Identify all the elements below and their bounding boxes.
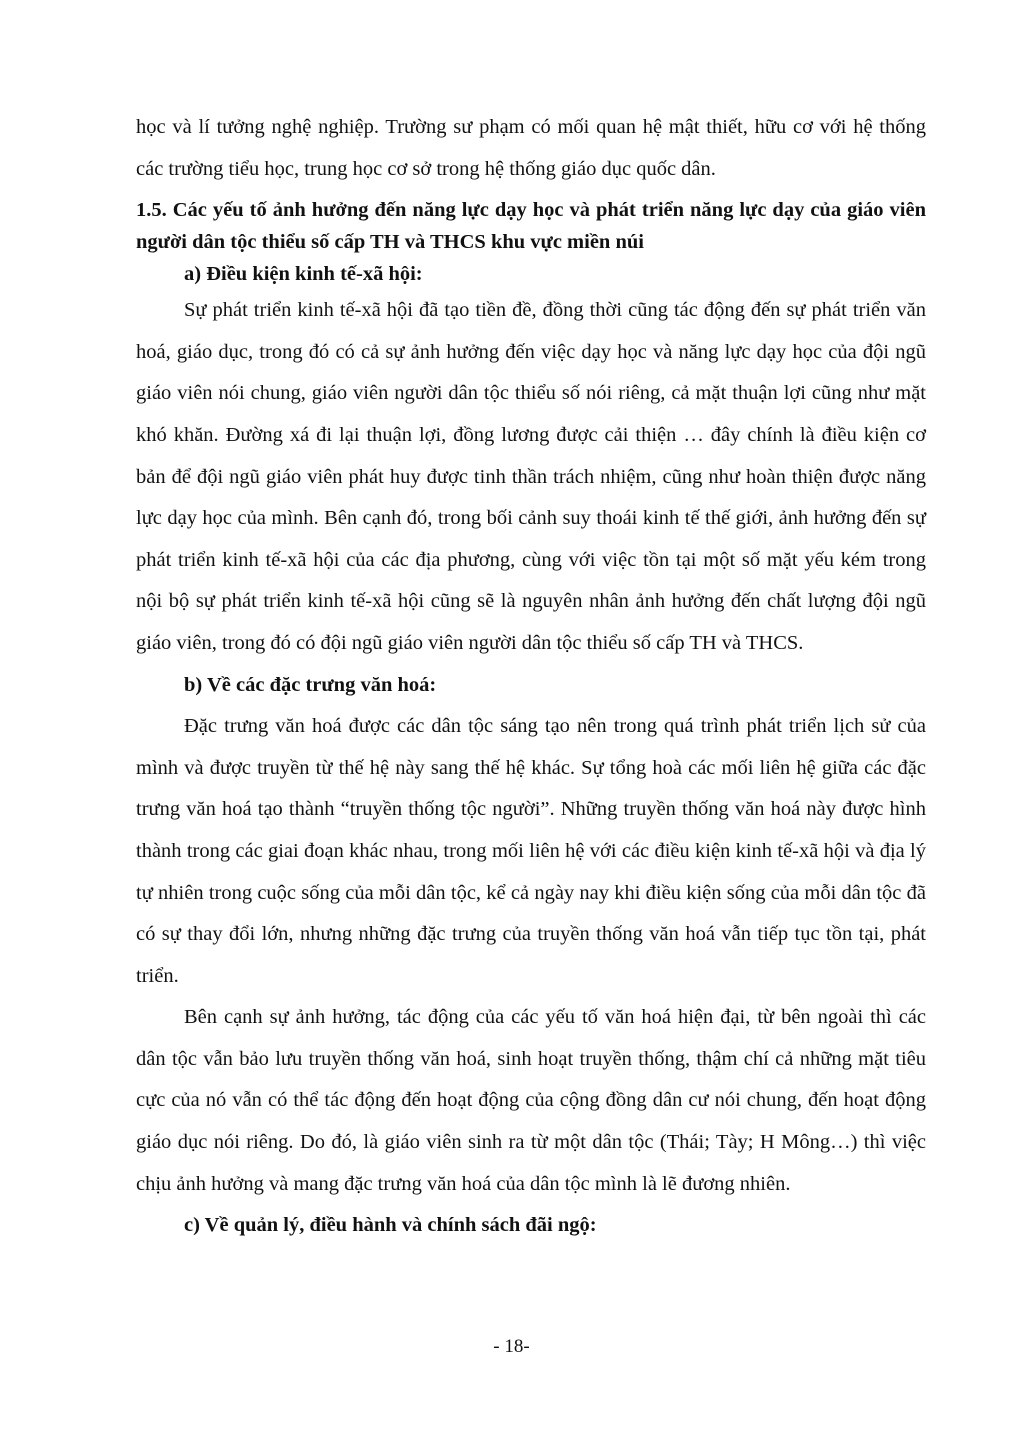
page-content	[136, 107, 926, 1247]
paragraph-cultural-traits: Đặc trưng văn hoá được các dân tộc sáng tạo nên trong quá trình phát triển lịch sử của mình và được truyền từ thế hệ này sang thế hệ khác. Sự tổng hoà các mối liên hệ giữa các đặc trưng văn hoá tạo thành “truyền thống tộc người”. Những truyền thống văn hoá này được hình thành trong các giai đoạn khác nhau, trong mối liên hệ với các điều kiện kinh tế-xã hội và địa lý tự nhiên trong cuộc sống của mỗi dân tộc, kể cả ngày nay khi điều kiện sống của mỗi dân tộc đã có sự thay đổi lớn, nhưng những đặc trưng của truyền thống văn hoá vẫn tiếp tục tồn tại, phát triển.	[136, 715, 926, 987]
section-heading-1-5: 1.5. Các yếu tố ảnh hưởng đến năng lực dạy học và phát triển năng lực dạy của giáo viên người dân tộc thiểu số cấp TH và THCS khu vực miền núi	[136, 199, 926, 254]
subheading-b: b) Về các đặc trưng văn hoá:	[184, 673, 437, 696]
subheading-c: c) Về quản lý, điều hành và chính sách đãi ngộ:	[184, 1214, 597, 1237]
paragraph-economic-conditions: Sự phát triển kinh tế-xã hội đã tạo tiền đề, đồng thời cũng tác động đến sự phát triển văn hoá, giáo dục, trong đó có cả sự ảnh hưởng đến việc dạy học và năng lực dạy học của đội ngũ giáo viên nói chung, giáo viên người dân tộc thiểu số nói riêng, cả mặt thuận lợi cũng như mặt khó khăn. Đường xá đi lại thuận lợi, đồng lương được cải thiện … đây chính là điều kiện cơ bản để đội ngũ giáo viên phát huy được tinh thần trách nhiệm, cũng như hoàn thiện được năng lực dạy học của mình. Bên cạnh đó, trong bối cảnh suy thoái kinh tế thế giới, ảnh hưởng đến sự phát triển kinh tế-xã hội của các địa phương, cùng với việc tồn tại một số mặt yếu kém trong nội bộ sự phát triển kinh tế-xã hội cũng sẽ là nguyên nhân ảnh hưởng đến chất lượng đội ngũ giáo viên, trong đó có đội ngũ giáo viên người dân tộc thiểu số cấp TH và THCS.	[136, 299, 926, 654]
subheading-a: a) Điều kiện kinh tế-xã hội:	[184, 263, 423, 286]
page-number: - 18-	[493, 1336, 530, 1357]
paragraph-cultural-influence: Bên cạnh sự ảnh hưởng, tác động của các yếu tố văn hoá hiện đại, từ bên ngoài thì các dân tộc vẫn bảo lưu truyền thống văn hoá, sinh hoạt truyền thống, thậm chí cả những mặt tiêu cực của nó vẫn có thể tác động đến hoạt động của cộng đồng dân cư nói chung, đến hoạt động giáo dục nói riêng. Do đó, là giáo viên sinh ra từ một dân tộc (Thái; Tày; H Mông…) thì việc chịu ảnh hưởng và mang đặc trưng văn hoá của dân tộc mình là lẽ đương nhiên.	[136, 1006, 926, 1195]
paragraph-continuation: học và lí tưởng nghệ nghiệp. Trường sư phạm có mối quan hệ mật thiết, hữu cơ với hệ thống các trường tiểu học, trung học cơ sở trong hệ thống giáo dục quốc dân.	[136, 116, 926, 180]
